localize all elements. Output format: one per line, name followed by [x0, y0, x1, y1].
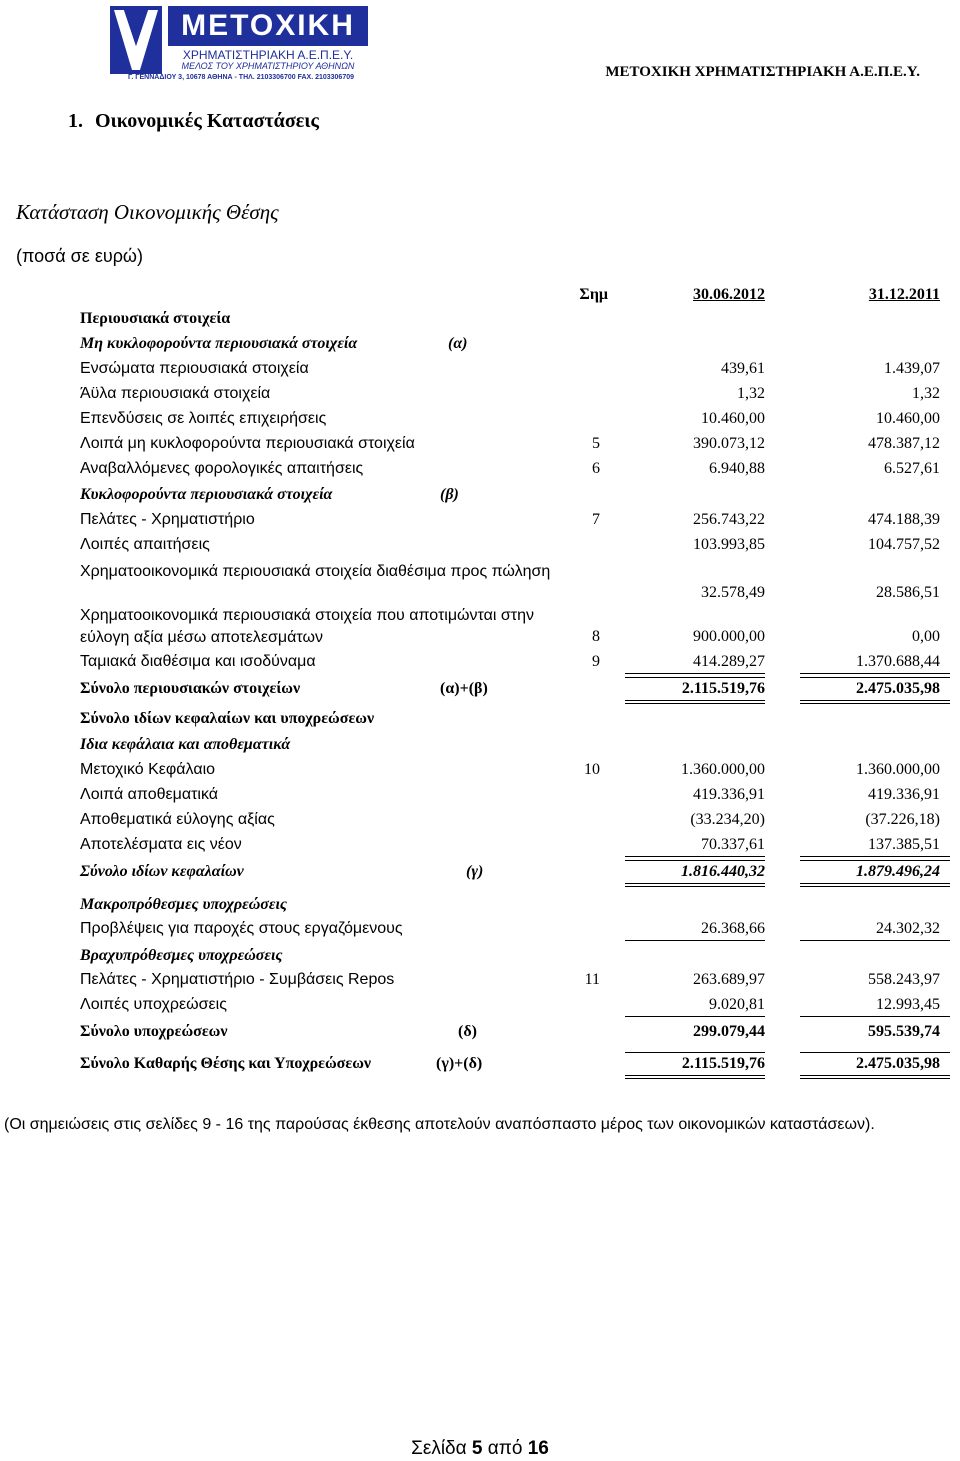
row-value-period2: 24.302,32 [876, 920, 940, 937]
row-value-period2: 137.385,51 [868, 836, 940, 853]
row-label: Σύνολο περιουσιακών στοιχείων [80, 680, 301, 697]
row-value-period1: 2.115.519,76 [681, 1055, 765, 1072]
row-label: Κυκλοφορούντα περιουσιακά στοιχεία [80, 486, 333, 503]
row-value-period1: 1,32 [737, 385, 765, 402]
row-label: Χρηματοοικονομικά περιουσιακά στοιχεία διαθέσιμα προς πώληση [80, 563, 551, 580]
row-label: Βραχυπρόθεσμες υποχρεώσεις [80, 947, 283, 964]
row-label: Λοιπά μη κυκλοφορούντα περιουσιακά στοιχεία [80, 435, 415, 452]
row-label: Πελάτες - Χρηματιστήριο - Συμβάσεις Repos [80, 971, 395, 988]
section-number: 1. [68, 110, 83, 132]
row-note: 10 [584, 761, 600, 778]
row-note: 11 [584, 971, 600, 988]
row-value-period2: 419.336,91 [868, 786, 940, 803]
row-value-period2: 1.439,07 [884, 360, 940, 377]
logo-subtitle: ΧΡΗΜΑΤΙΣΤΗΡΙΑΚΗ Α.Ε.Π.Ε.Υ. [182, 48, 354, 62]
row-value-period2: 28.586,51 [876, 584, 940, 601]
row-label: Ιδια κεφάλαια και αποθεματικά [80, 736, 291, 753]
underline-rule [800, 673, 950, 674]
row-label: Αναβαλλόμενες φορολογικές απαιτήσεις [80, 460, 364, 477]
row-label: Επενδύσεις σε λοιπές επιχειρήσεις [80, 410, 327, 427]
row-note: 8 [592, 628, 600, 645]
row-value-period2: 12.993,45 [876, 996, 940, 1013]
row-value-period2: 2.475.035,98 [856, 680, 940, 697]
row-note: 6 [592, 460, 600, 477]
row-label: Αποτελέσματα εις νέον [80, 836, 242, 853]
underline-rule [625, 940, 765, 941]
row-note: 7 [592, 511, 600, 528]
logo-address: Γ. ΓΕΝΝΑΔΙΟΥ 3, 10678 ΑΘΗΝΑ - ΤΗΛ. 2103306700 FAX. 2103306709 [127, 74, 355, 81]
row-value-period2: 1,32 [912, 385, 940, 402]
logo-title: ΜΕΤΟΧΙΚΗ [168, 6, 368, 46]
currency-note: (ποσά σε ευρώ) [16, 246, 143, 266]
row-value-period2: 10.460,00 [876, 410, 940, 427]
page-footer [0, 1438, 960, 1460]
row-value-period1: 439,61 [721, 360, 765, 377]
page-word: Σελίδα [411, 1438, 467, 1459]
column-header-period2: 31.12.2011 [868, 286, 940, 303]
row-label: Σύνολο Καθαρής Θέσης και Υποχρεώσεων [80, 1055, 372, 1072]
company-name: ΜΕΤΟΧΙΚΗ ΧΡΗΜΑΤΙΣΤΗΡΙΑΚΗ Α.Ε.Π.Ε.Υ. [605, 64, 920, 80]
row-label: Σύνολο ιδίων κεφαλαίων [80, 863, 244, 880]
row-value-period2: 478.387,12 [868, 435, 940, 452]
underline-rule [800, 856, 950, 857]
row-marker: (α)+(β) [440, 680, 488, 697]
row-marker: (δ) [458, 1023, 477, 1040]
underline-rule [625, 886, 765, 887]
row-value-period1: 1.816.440,32 [681, 863, 765, 880]
row-value-period2: 104.757,52 [868, 536, 940, 553]
row-value-period1: 900.000,00 [693, 628, 765, 645]
row-value-period1: 390.073,12 [693, 435, 765, 452]
row-value-period1: 26.368,66 [701, 920, 765, 937]
row-note: 9 [592, 653, 600, 670]
underline-rule [800, 700, 950, 701]
row-value-period2: 1.360.000,00 [856, 761, 940, 778]
row-label: Μη κυκλοφορούντα περιουσιακά στοιχεία [80, 335, 358, 352]
row-label: Μετοχικό Κεφάλαιο [80, 761, 216, 778]
row-value-period2: 6.527,61 [884, 460, 940, 477]
row-value-period2: 1.370.688,44 [856, 653, 940, 670]
row-label: Μακροπρόθεσμες υποχρεώσεις [80, 896, 288, 913]
row-marker: (α) [448, 335, 468, 352]
underline-rule [625, 856, 765, 857]
row-marker: (β) [440, 486, 459, 503]
footnote: (Οι σημειώσεις στις σελίδες 9 - 16 της παρούσας έκθεσης αποτελούν αναπόσπαστο μέρος των οικονομικών καταστάσεων). [4, 1116, 875, 1133]
underline-rule [625, 703, 765, 704]
underline-rule [800, 1016, 950, 1017]
page-total: 16 [527, 1438, 549, 1459]
row-value-period1: 2.115.519,76 [681, 680, 765, 697]
underline-rule [625, 1075, 765, 1076]
row-value-period1: 32.578,49 [701, 584, 765, 601]
row-value-period1: 10.460,00 [701, 410, 765, 427]
underline-rule [625, 700, 765, 701]
row-value-period2: 595.539,74 [868, 1023, 940, 1040]
row-label: Ενσώματα περιουσιακά στοιχεία [80, 360, 309, 377]
row-value-period1: 9.020,81 [709, 996, 765, 1013]
column-header-period1: 30.06.2012 [693, 286, 765, 303]
row-label: Σύνολο υποχρεώσεων [80, 1023, 228, 1040]
underline-rule [625, 1016, 765, 1017]
page-of: από [487, 1438, 523, 1459]
row-label: Λοιπές απαιτήσεις [80, 536, 210, 553]
statement-title: Κατάσταση Οικονομικής Θέσης [16, 200, 279, 224]
underline-rule [625, 673, 765, 674]
underline-rule [800, 677, 950, 678]
underline-rule [800, 1052, 950, 1053]
row-label: Χρηματοοικονομικά περιουσιακά στοιχεία που αποτιμώνται στην εύλογη αξία μέσω αποτελεσμάτων [80, 607, 534, 646]
row-label: Περιουσιακά στοιχεία [80, 310, 231, 327]
underline-rule [625, 883, 765, 884]
row-value-period1: 299.079,44 [693, 1023, 765, 1040]
row-value-period1: 103.993,85 [693, 536, 765, 553]
row-value-period2: 474.188,39 [868, 511, 940, 528]
row-value-period2: 1.879.496,24 [856, 863, 940, 880]
underline-rule [625, 1078, 765, 1079]
row-value-period2: 558.243,97 [868, 971, 940, 988]
row-value-period1: 414.289,27 [693, 653, 765, 670]
row-label: Προβλέψεις για παροχές στους εργαζόμενους [80, 920, 403, 937]
underline-rule [625, 1052, 765, 1053]
row-value-period1: (33.234,20) [690, 811, 765, 828]
underline-rule [625, 677, 765, 678]
row-value-period1: 256.743,22 [693, 511, 765, 528]
row-value-period1: 263.689,97 [693, 971, 765, 988]
row-label: Σύνολο ιδίων κεφαλαίων και υποχρεώσεων [80, 710, 375, 727]
row-value-period1: 6.940,88 [709, 460, 765, 477]
row-value-period1: 70.337,61 [701, 836, 765, 853]
page-number: 5 [471, 1438, 483, 1459]
row-value-period1: 419.336,91 [693, 786, 765, 803]
column-header-note: Σημ [579, 286, 608, 303]
row-value-period2: (37.226,18) [865, 811, 940, 828]
row-value-period2: 2.475.035,98 [856, 1055, 940, 1072]
underline-rule [800, 940, 950, 941]
underline-rule [800, 1078, 950, 1079]
row-label: Πελάτες - Χρηματιστήριο [80, 511, 255, 528]
underline-rule [625, 860, 765, 861]
section-title-text: Οικονομικές Καταστάσεις [95, 110, 319, 132]
row-label: Ταμιακά διαθέσιμα και ισοδύναμα [80, 653, 316, 670]
row-value-period1: 1.360.000,00 [681, 761, 765, 778]
underline-rule [800, 886, 950, 887]
underline-rule [800, 1075, 950, 1076]
logo-membership: ΜΕΛΟΣ ΤΟΥ ΧΡΗΜΑΤΙΣΤΗΡΙΟΥ ΑΘΗΝΩΝ [181, 61, 355, 71]
row-marker: (γ)+(δ) [436, 1055, 483, 1072]
row-label: Άϋλα περιουσιακά στοιχεία [80, 385, 271, 402]
row-marker: (γ) [466, 863, 484, 880]
row-value-period2: 0,00 [912, 628, 940, 645]
underline-rule [800, 703, 950, 704]
row-label: Λοιπές υποχρεώσεις [80, 996, 227, 1013]
row-note: 5 [592, 435, 600, 452]
underline-rule [800, 860, 950, 861]
row-label: Αποθεματικά εύλογης αξίας [80, 811, 275, 828]
underline-rule [800, 883, 950, 884]
row-label: Λοιπά αποθεματικά [80, 786, 219, 803]
